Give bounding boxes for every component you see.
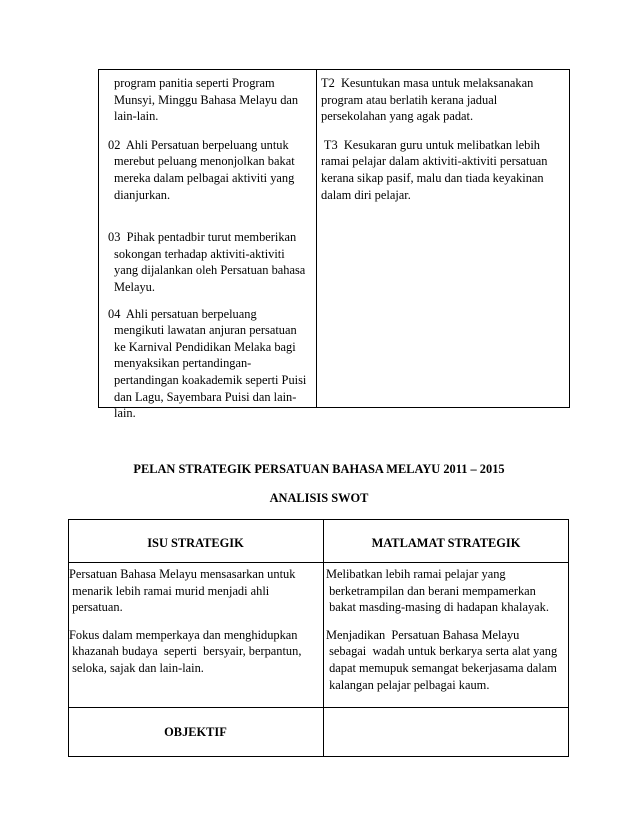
text-line: T2 Kesuntukan masa untuk melaksanakan	[321, 76, 534, 90]
strategic-issue-item	[69, 566, 322, 616]
col-header-strategic-goal: MATLAMAT STRATEGIK	[371, 536, 521, 550]
text-line: Melayu.	[114, 279, 155, 294]
text-line: persekolahan yang agak padat.	[321, 109, 474, 124]
text-line: kerana sikap pasif, malu dan tiada keyakinan	[321, 170, 544, 185]
strategic-issue-item	[69, 627, 322, 677]
text-line: 03 Pihak pentadbir turut memberikan	[108, 230, 297, 245]
text-line: dapat memupuk semangat bekerjasama dalam	[326, 660, 557, 675]
text-line: Melibatkan lebih ramai pelajar yang	[326, 567, 506, 581]
document-subtitle: ANALISIS SWOT	[269, 491, 369, 505]
opportunities-column	[108, 75, 314, 422]
text-line: pertandingan koakademik seperti Puisi	[114, 372, 307, 387]
strategic-table-divider	[323, 519, 324, 757]
text-line: seloka, sajak dan lain-lain.	[69, 660, 204, 675]
text-line: bakat masding-masing di hadapan khalayak.	[326, 600, 549, 615]
text-line: Munsyi, Minggu Bahasa Melayu dan	[114, 92, 299, 107]
text-line: program atau berlatih kerana jadual	[321, 92, 498, 107]
text-line: ke Karnival Pendidikan Melaka bagi	[114, 339, 296, 354]
text-line: sokongan terhadap aktiviti-aktiviti	[114, 246, 285, 261]
text-line: program panitia seperti Program	[114, 76, 275, 90]
text-line: T3 Kesukaran guru untuk melibatkan lebih	[321, 137, 540, 152]
text-line: mereka dalam pelbagai aktiviti yang	[114, 170, 295, 185]
swot-table-divider	[316, 69, 317, 408]
text-line: menarik lebih ramai murid menjadi ahli	[69, 583, 270, 598]
opportunity-item-04	[108, 306, 314, 422]
text-line: Fokus dalam memperkaya dan menghidupkan	[69, 627, 298, 642]
text-line: Menjadikan Persatuan Bahasa Melayu	[326, 627, 520, 642]
col-header-strategic-issue: ISU STRATEGIK	[147, 536, 244, 550]
text-line: mengikuti lawatan anjuran persatuan	[114, 323, 297, 338]
text-line: menyaksikan pertandingan-	[114, 356, 252, 371]
text-line: 04 Ahli persatuan berpeluang	[108, 306, 257, 321]
text-line: dianjurkan.	[114, 187, 171, 202]
text-line: persatuan.	[69, 600, 123, 615]
document-title: PELAN STRATEGIK PERSATUAN BAHASA MELAYU 2011 – 2015	[133, 462, 505, 476]
text-line: Persatuan Bahasa Melayu mensasarkan untuk	[69, 567, 296, 581]
strategic-issue-column	[69, 566, 322, 677]
threats-column	[321, 75, 567, 203]
strategic-goal-item	[326, 566, 568, 616]
objective-header: OBJEKTIF	[164, 725, 227, 739]
text-line: berketrampilan dan berani mempamerkan	[326, 583, 536, 598]
text-line: khazanah budaya seperti bersyair, berpantun,	[69, 644, 302, 659]
threat-item-t3	[321, 137, 567, 203]
text-line: dan Lagu, Sayembara Puisi dan lain-	[114, 389, 297, 404]
header-row-border	[68, 562, 569, 563]
objective-row-border	[68, 707, 569, 708]
text-line: 02 Ahli Persatuan berpeluang untuk	[108, 137, 289, 152]
text-line: sebagai wadah untuk berkarya serta alat yang	[326, 644, 558, 659]
text-line: lain-lain.	[114, 109, 159, 124]
strategic-goal-item	[326, 627, 568, 693]
opportunity-item-01	[108, 75, 314, 125]
text-line: yang dijalankan oleh Persatuan bahasa	[114, 263, 306, 278]
text-line: kalangan pelajar pelbagai kaum.	[326, 677, 490, 692]
text-line: merebut peluang menonjolkan bakat	[114, 154, 295, 169]
opportunity-item-02	[108, 137, 314, 203]
strategic-goal-column	[326, 566, 568, 693]
text-line: dalam diri pelajar.	[321, 187, 411, 202]
text-line: ramai pelajar dalam aktiviti-aktiviti persatuan	[321, 154, 548, 169]
threat-item-t2	[321, 75, 567, 125]
opportunity-item-03	[108, 229, 314, 295]
text-line: lain.	[114, 406, 136, 421]
